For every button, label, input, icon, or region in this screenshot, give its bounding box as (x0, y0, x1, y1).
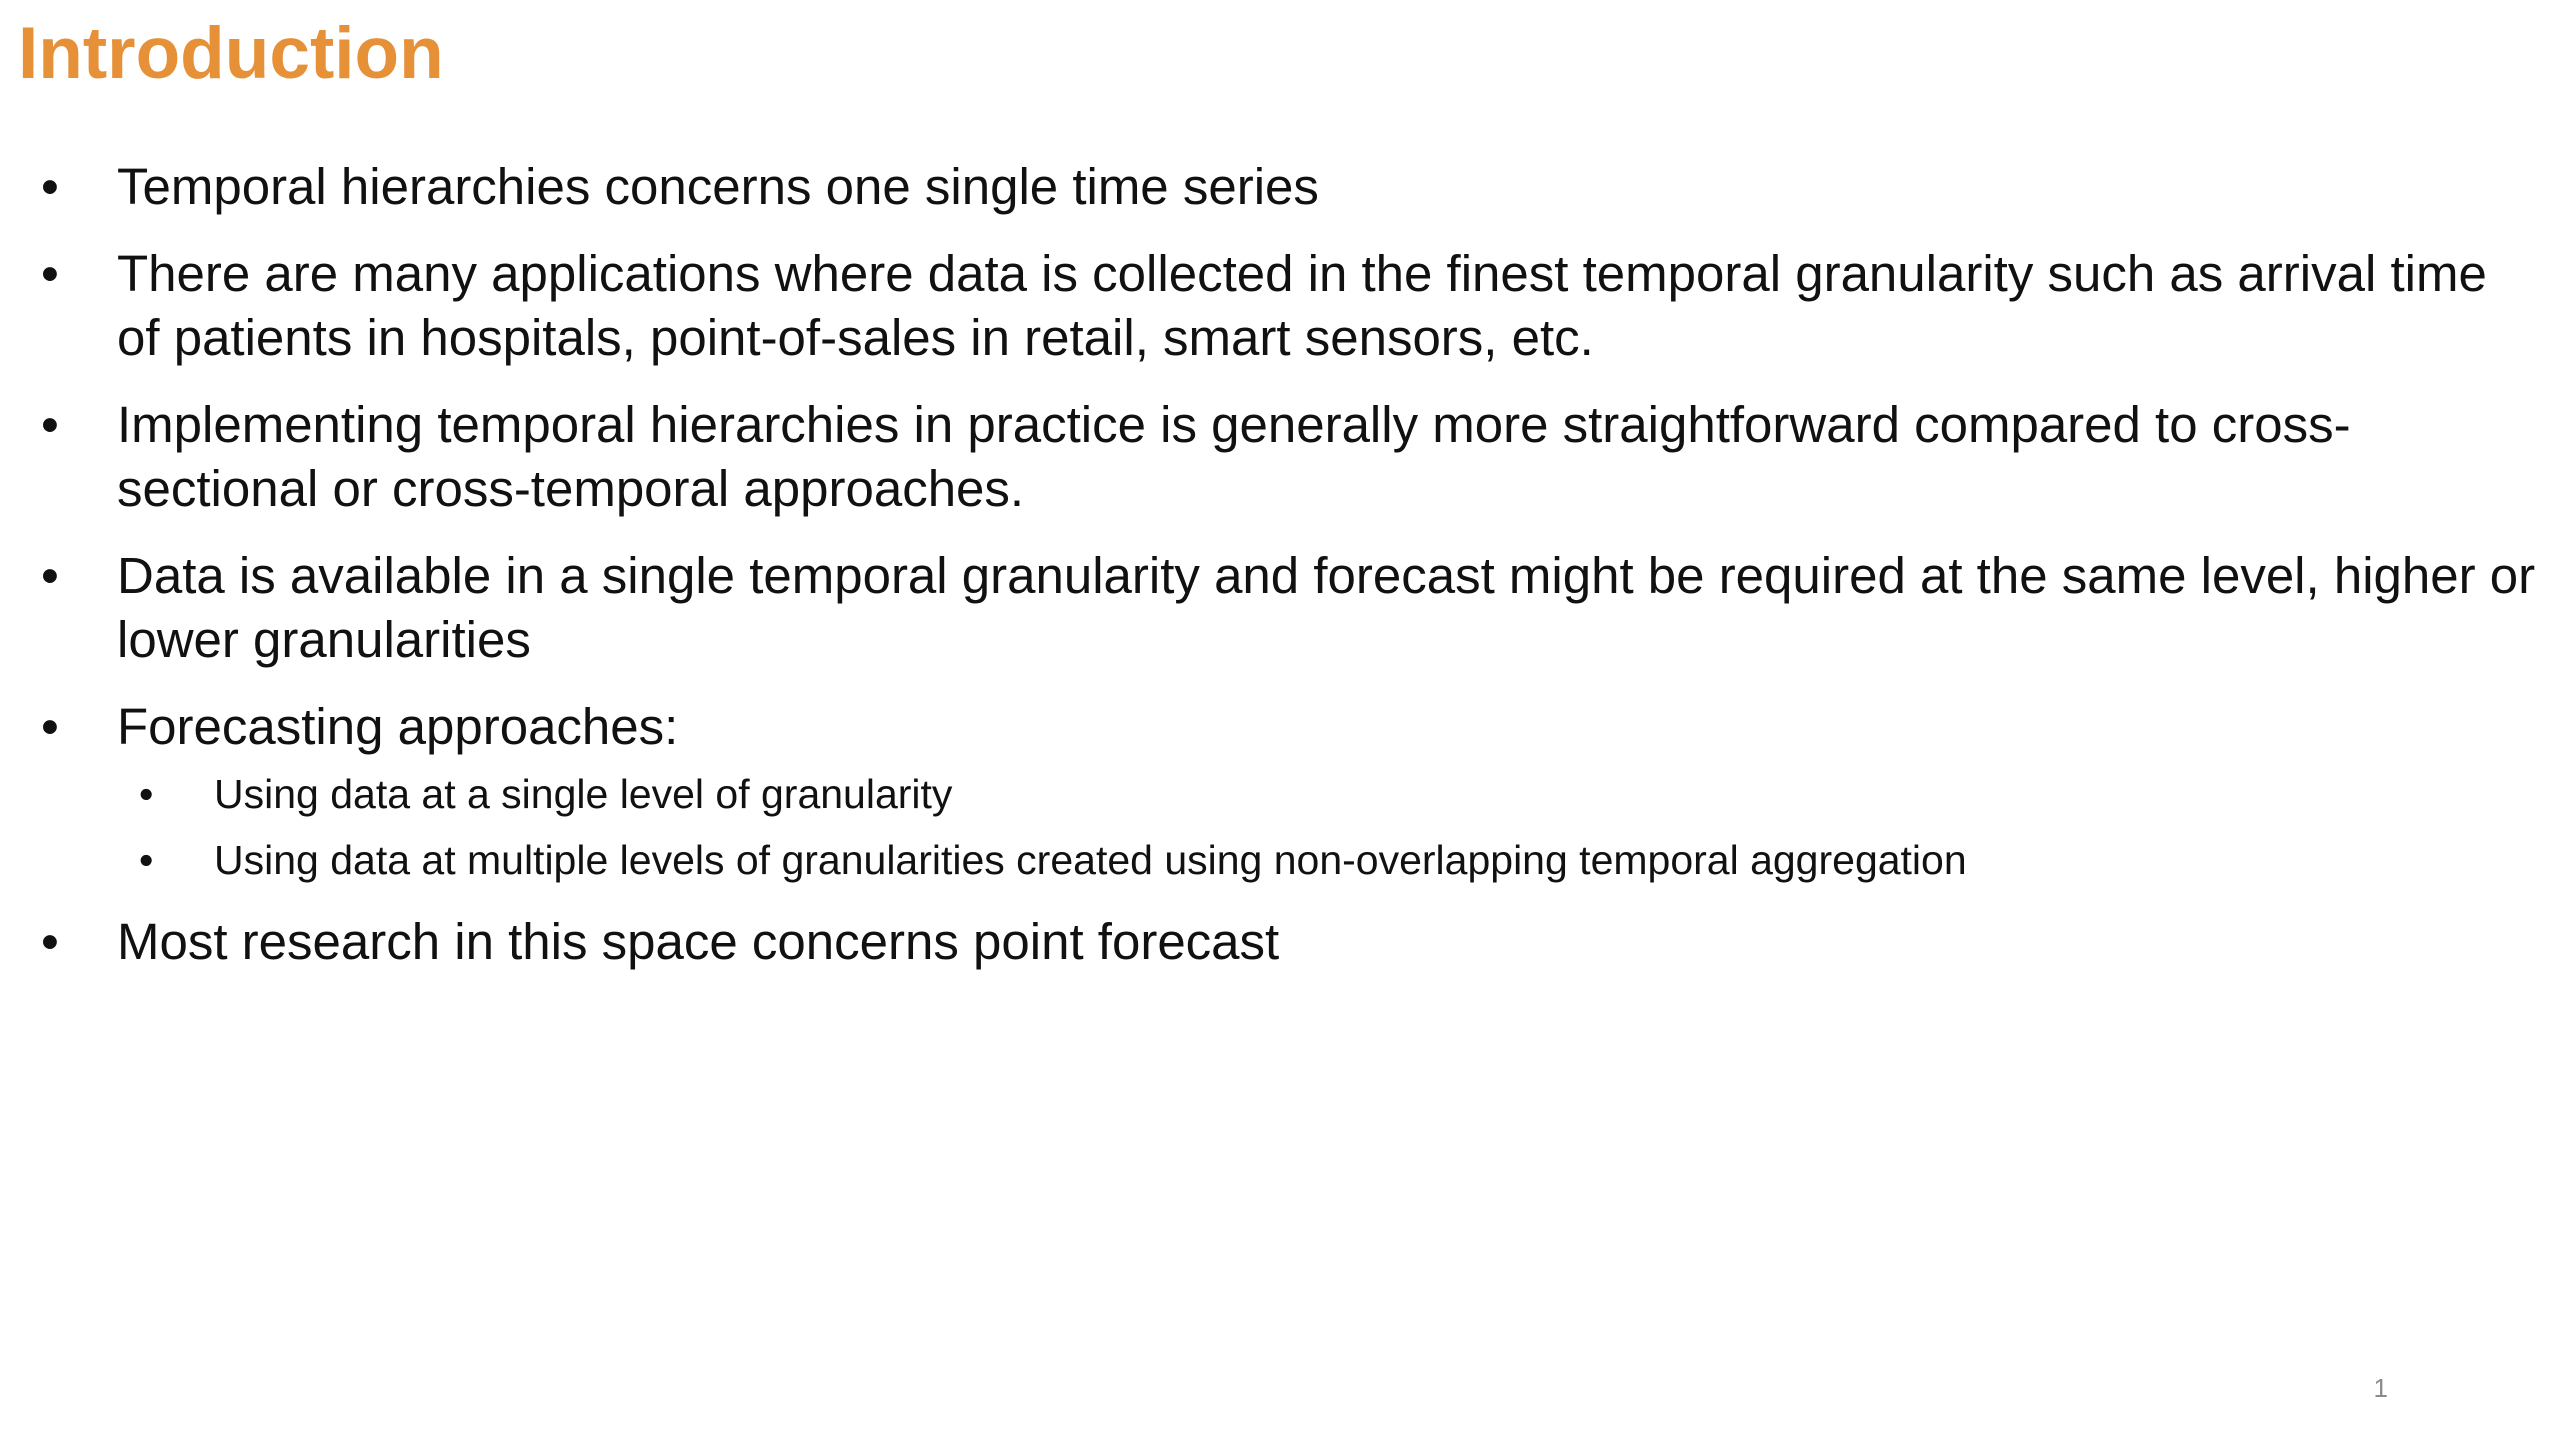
page-number: 1 (2373, 1373, 2388, 1403)
bullet-item (0, 242, 2560, 370)
sub-bullet-text: Using data at a single level of granularity (214, 771, 953, 817)
bullet-text: There are many applications where data is collected in the finest temporal granularity such as arrival time of patients in hospitals, point-of-sales in retail, smart sensors, etc. (117, 245, 2487, 366)
sub-bullet-item (0, 833, 2560, 887)
bullet-marker: • (41, 158, 59, 215)
bullet-list (0, 155, 2560, 997)
bullet-item (0, 393, 2560, 521)
bullet-text: Implementing temporal hierarchies in practice is generally more straightforward compared to cross-sectional or cross-temporal approaches. (117, 396, 2351, 517)
sub-bullet-marker: • (139, 837, 154, 883)
bullet-marker: • (41, 547, 59, 604)
bullet-item (0, 155, 2560, 219)
bullet-text: Data is available in a single temporal granularity and forecast might be required at the same level, higher or lower granularities (117, 547, 2536, 668)
bullet-marker: • (41, 245, 59, 302)
slide-title: Introduction (18, 13, 444, 94)
bullet-text: Forecasting approaches: (117, 698, 679, 755)
bullet-text: Temporal hierarchies concerns one single time series (117, 158, 1319, 215)
bullet-marker: • (41, 913, 59, 970)
sub-bullet-text: Using data at multiple levels of granularities created using non-overlapping temporal aggregation (214, 837, 1967, 883)
bullet-marker: • (41, 698, 59, 755)
sub-bullet-marker: • (139, 771, 154, 817)
bullet-item (0, 695, 2560, 887)
bullet-item (0, 544, 2560, 672)
bullet-marker: • (41, 396, 59, 453)
bullet-text: Most research in this space concerns point forecast (117, 913, 1280, 970)
sub-bullet-item (0, 767, 2560, 821)
sub-bullet-list (117, 767, 2560, 887)
bullet-item (0, 910, 2560, 974)
